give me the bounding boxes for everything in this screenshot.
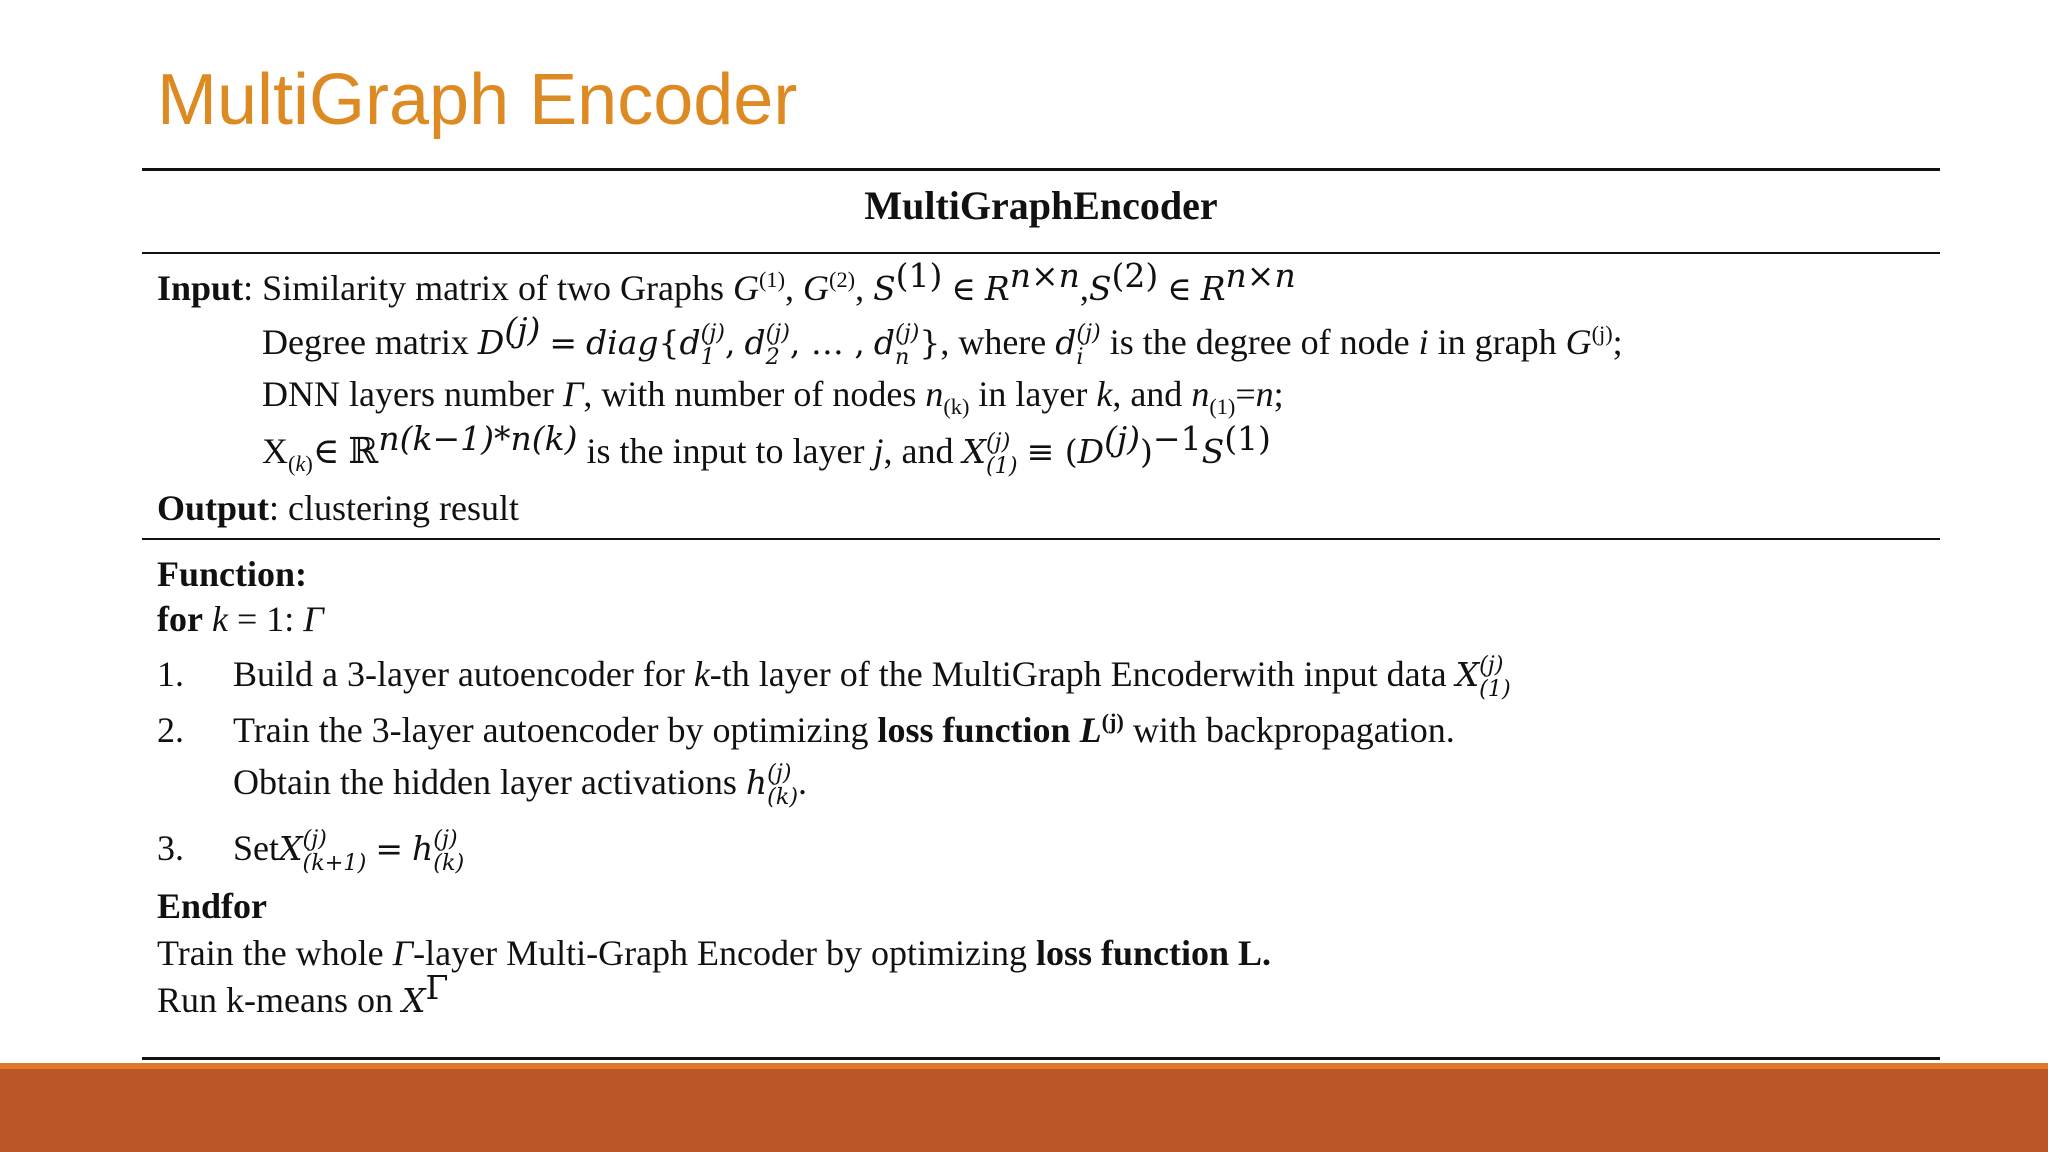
is-input-text: is the input to layer	[577, 431, 874, 471]
for-range: = 1:	[227, 599, 304, 639]
function-label: Function:	[157, 554, 308, 594]
step-2: 2. Train the 3-layer autoencoder by optimizing loss function $L^{(j)}$ with backpropagation.	[157, 709, 1455, 750]
and2-text: , and	[883, 431, 963, 471]
endfor-label: Endfor	[157, 886, 268, 926]
output-text: : clustering result	[269, 488, 519, 528]
step-3: 3. SetX (j) (k+1) = h (j) (k)	[157, 826, 465, 876]
step-number: 2.	[157, 710, 184, 750]
train-text-2: -layer Multi-Graph Encoder by optimizing	[413, 933, 1036, 973]
step-number: 1.	[157, 654, 184, 694]
for-line: for k = 1: Γ	[157, 599, 324, 639]
output-label: Output	[157, 488, 270, 528]
train-text: Train the whole	[157, 933, 393, 973]
in-layer-text: in layer	[969, 374, 1097, 414]
and-text: , and	[1112, 374, 1192, 414]
table-bottom-rule	[142, 1057, 1940, 1060]
input-label: Input	[157, 268, 244, 308]
step-bold: loss function	[877, 710, 1080, 750]
for-label: for	[157, 599, 203, 639]
endfor-line	[157, 884, 267, 928]
degree-desc: is the degree of node	[1100, 322, 1419, 362]
step-text: Obtain the hidden layer activations	[233, 762, 746, 802]
with-nodes-text: , with number of nodes	[583, 374, 926, 414]
dnn-line: DNN layers number Γ, with number of nodes $n_{(k)}$ in layer k, and $n_{(1)}=n$;	[262, 374, 1284, 420]
step-text-2: -th layer of the MultiGraph Encoderwith input data	[709, 654, 1456, 694]
algorithm-heading: MultiGraphEncoder	[864, 183, 1218, 228]
train-line: Train the whole Γ-layer Multi-Graph Encoder by optimizing loss function L.	[157, 933, 1272, 973]
footer-band	[0, 1069, 2048, 1152]
input-text: : Similarity matrix of two Graphs	[243, 268, 733, 308]
x-input-line: $X_{(k)}\in$ ℝ$^{n(k-1)*n(k)}$ is the input to layer j, and X (j) (1) ≡ $(D^{(j)})^{-1}S^{(1)}$	[262, 419, 1271, 479]
train-bold: loss function L.	[1035, 933, 1272, 973]
step-text: Set	[233, 828, 280, 868]
table-top-rule	[142, 168, 1940, 171]
input-line: Input: Similarity matrix of two Graphs $G^{(1)}$, $G^{(2)}$, $S^{(1)}$ ∈ $R^{n\times n},S^{(2)}$ ∈ $R^{n\times n}$	[157, 256, 1296, 308]
slide-title: MultiGraph Encoder	[157, 60, 798, 140]
step-text: Train the 3-layer autoencoder by optimizing	[233, 710, 878, 750]
step-text-2: with backpropagation.	[1123, 710, 1455, 750]
step-2-cont: Obtain the hidden layer activations h (j) (k) .	[233, 760, 808, 810]
heading-divider	[142, 252, 1940, 254]
function-label-line	[157, 552, 307, 596]
step-number: 3.	[157, 828, 184, 868]
step-text: Build a 3-layer autoencoder for	[233, 654, 694, 694]
in-graph-text: in graph	[1428, 322, 1566, 362]
degree-text: Degree matrix	[262, 322, 478, 362]
run-line: Run k-means on $X^\Gamma$	[157, 968, 449, 1020]
where-text: , where	[940, 322, 1056, 362]
io-divider	[142, 538, 1940, 540]
output-line	[157, 486, 519, 530]
dnn-text: DNN layers number	[262, 374, 563, 414]
degree-line: Degree matrix $D^{(j)}$ = diag{d (j) 1 , d (j) 2 , … , d (j) n }, where d (j) i is the degree of node i in graph $G^{(j)}$;	[262, 310, 1623, 370]
step-1: 1. Build a 3-layer autoencoder for k-th layer of the MultiGraph Encoderwith input data X (j) (1)	[157, 652, 1511, 702]
run-text: Run k-means on	[157, 980, 402, 1020]
